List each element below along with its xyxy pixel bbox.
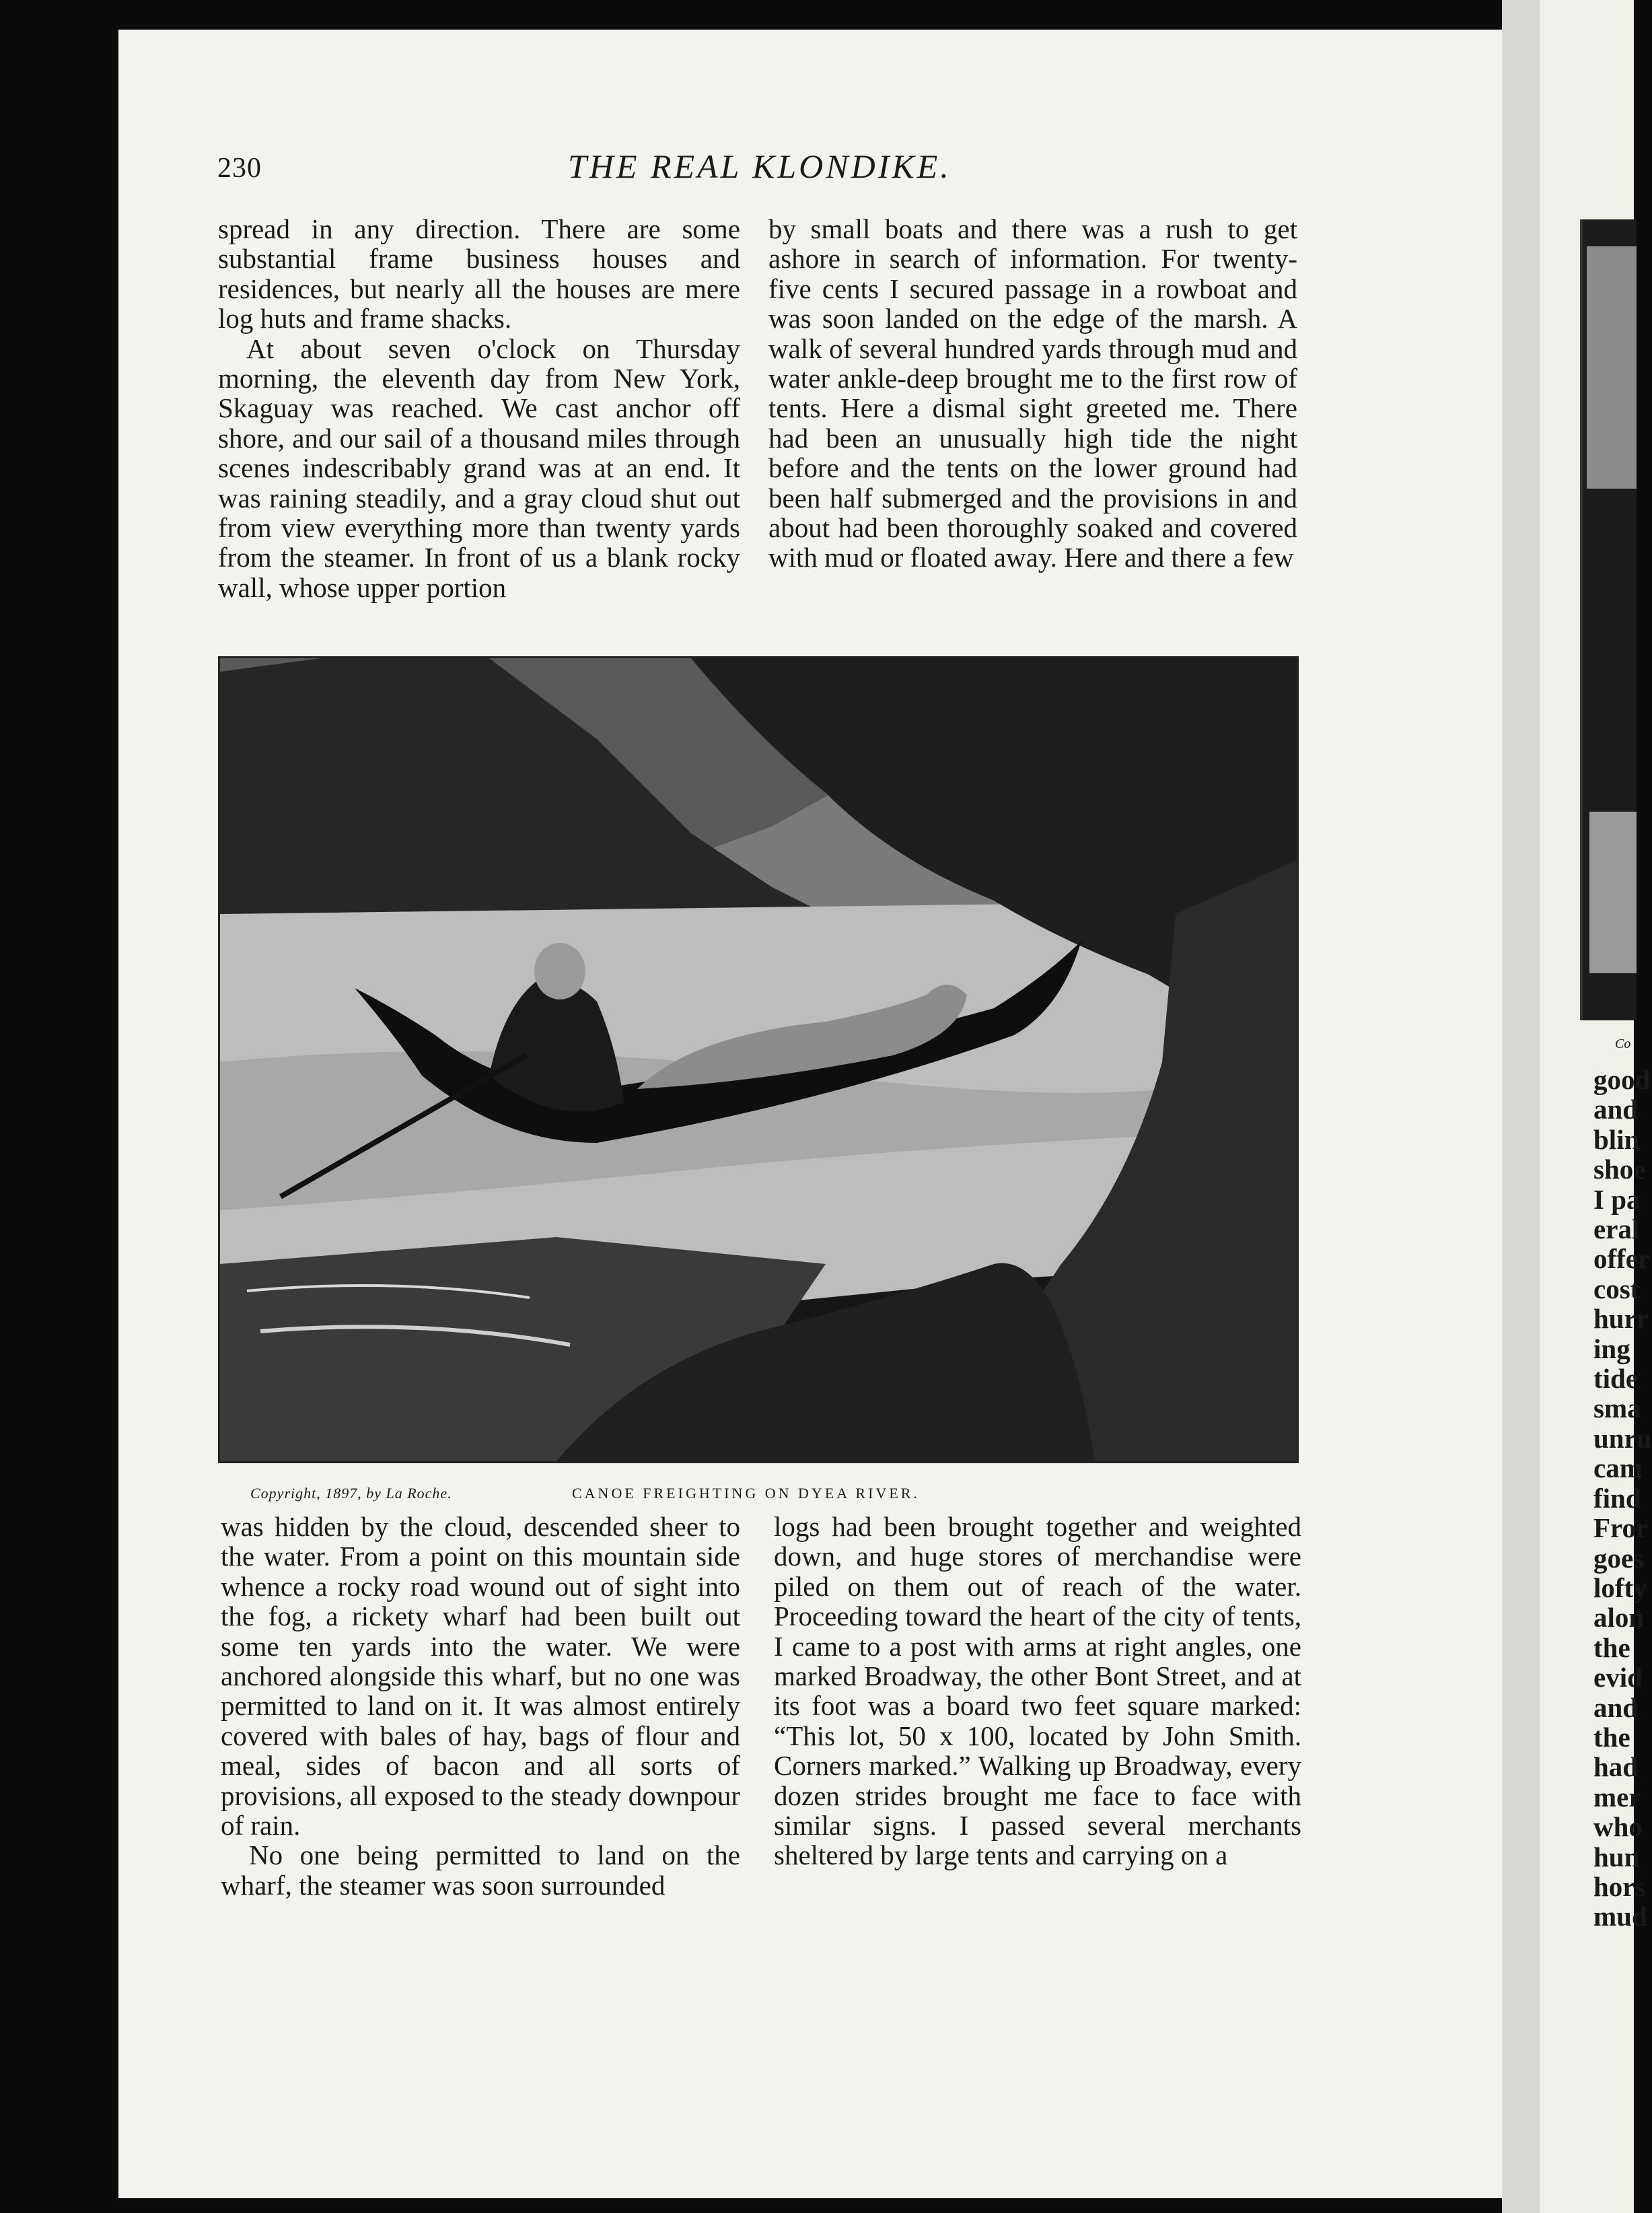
next-page-line-fragment: who (1593, 1811, 1643, 1843)
paragraph: No one being permitted to land on the wharf, the steamer was soon surrounded (221, 1839, 740, 1901)
next-page-line-fragment: mud (1593, 1901, 1647, 1932)
next-page-line-fragment: Fror (1593, 1512, 1649, 1544)
next-page-line-fragment: find (1593, 1482, 1641, 1514)
column-top-left (218, 214, 740, 602)
next-page-line-fragment: blin (1593, 1123, 1640, 1155)
photo-title: CANOE FREIGHTING ON DYEA RIVER. (572, 1485, 920, 1502)
next-page-line-fragment: alon (1593, 1602, 1645, 1634)
figure-caption (0, 1485, 1634, 1512)
next-page-line-fragment: hors (1593, 1870, 1646, 1902)
next-page-line-fragment: sma (1593, 1393, 1641, 1424)
next-page-line-fragment: goes (1593, 1542, 1645, 1574)
next-page-line-fragment: evid (1593, 1662, 1643, 1693)
next-page-line-fragment: lofty (1593, 1572, 1647, 1603)
next-page-line-fragment: hun (1593, 1841, 1640, 1872)
next-page-line-fragment: offer (1593, 1243, 1651, 1275)
paragraph: by small boats and there was a rush to get ashore in search of information. For twenty-five cents I secured passage in a rowboat and was soon landed on the edge of the marsh. A walk of several hundred yards through mud and water ankle-deep brought me to the first row of tents. Here a dismal sight greeted me. There had been an unusually high tide the night before and the tents on the lower ground had been half submerged and the provisions in and about had been thoroughly soaked and covered with mud or floated away. Here and there a few (768, 213, 1297, 573)
next-page-line-fragment: had (1593, 1751, 1639, 1783)
paragraph: was hidden by the cloud, descended sheer to the water. From a point on this mountain side whence a rocky road wound out of sight into the fog, a rickety wharf had been built out some ten yards into the water. We were anchored alongside this wharf, but no one was permitted to land on it. It was almost entirely covered with bales of hay, bags of flour and meal, sides of bacon and all sorts of provisions, all exposed to the steady downpour of rain. (221, 1511, 740, 1841)
next-page-line-fragment: the (1593, 1631, 1630, 1663)
next-page-line-fragment: cost (1593, 1273, 1640, 1304)
next-page-line-fragment: shoe (1593, 1154, 1646, 1185)
paragraph: At about seven o'clock on Thursday morning, the eleventh day from New York, Skaguay was reached. We cast anchor off shore, and our sail of a thousand miles through scenes indescribably grand was at an end. It was raining steadily, and a gray cloud shut out from view everything more than twenty yards from the steamer. In front of us a blank rocky wall, whose upper portion (218, 332, 740, 603)
photo-credit: Copyright, 1897, by La Roche. (250, 1485, 452, 1502)
page-gutter (1502, 0, 1540, 2213)
next-page-line-fragment: tide (1593, 1363, 1639, 1395)
next-page-fragment (1540, 0, 1652, 2213)
next-page-line-fragment: eral (1593, 1214, 1640, 1245)
next-page-line-fragment: and (1593, 1094, 1639, 1125)
column-bottom-left (221, 1512, 740, 1900)
next-page-line-fragment: unru (1593, 1422, 1652, 1454)
next-page-line-fragment: cam (1593, 1452, 1643, 1484)
next-page-line-fragment: and (1593, 1691, 1639, 1723)
column-top-right (768, 214, 1297, 573)
paragraph: spread in any direction. There are some substantial frame business houses and residences, but nearly all the houses are mere log huts and frame shacks. (218, 213, 740, 335)
next-page-caption-fragment: Co (1615, 1037, 1631, 1051)
paragraph: logs had been brought together and weighted down, and huge stores of merchandise were piled on them out of reach of the water. Proceeding toward the heart of the city of tents, I came to a post with arms at right angles, one marked Broadway, the other Bont Street, and at its foot was a board two feet square marked: “This lot, 50 x 100, located by John Smith. Corners marked.” Walking up Broadway, every dozen strides brought me face to face with similar signs. I passed several merchants sheltered by large tents and carrying on a (774, 1511, 1301, 1871)
photo-illustration (220, 658, 1297, 1461)
column-bottom-right (774, 1512, 1301, 1870)
next-page-line-fragment: ing (1593, 1333, 1630, 1364)
page-number: 230 (217, 153, 262, 184)
next-page-line-fragment: I pa (1593, 1183, 1641, 1215)
next-page-photo (1580, 219, 1637, 1020)
next-page-line-fragment: the (1593, 1721, 1630, 1753)
next-page-line-fragment: good (1593, 1064, 1651, 1095)
canoe-photograph (218, 656, 1299, 1463)
next-page-line-fragment: mer (1593, 1781, 1641, 1813)
running-head: THE REAL KLONDIKE. (568, 147, 951, 185)
page-header (0, 113, 1634, 185)
next-page-line-fragment: hurr (1593, 1303, 1649, 1335)
